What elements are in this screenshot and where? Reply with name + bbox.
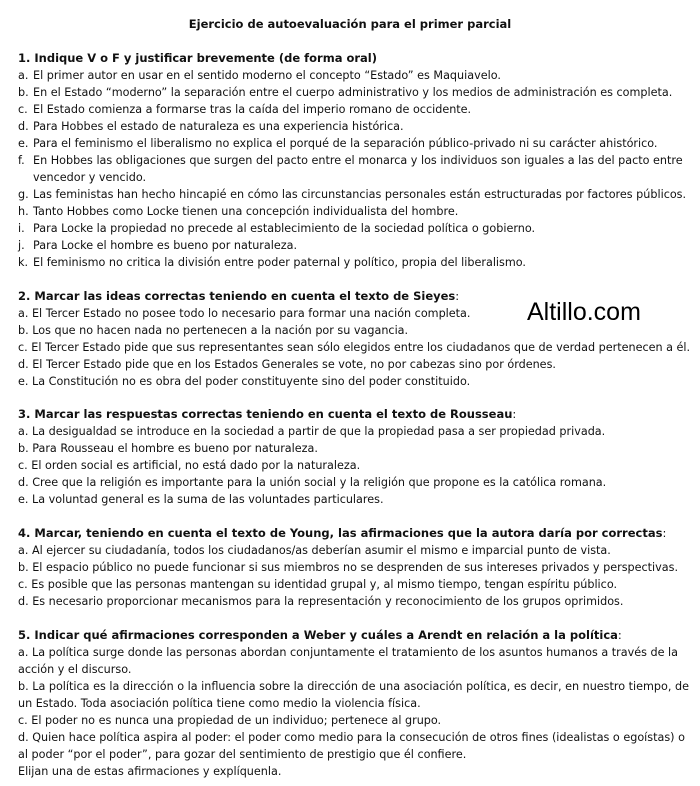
item-text: Para Locke el hombre es bueno por naturaleza. bbox=[33, 239, 298, 252]
question-2-title-text: 2. Marcar las ideas correctas teniendo en cuenta el texto de Sieyes bbox=[18, 289, 456, 303]
question-3 bbox=[18, 406, 694, 508]
question-5 bbox=[18, 627, 694, 780]
item-letter: a. bbox=[18, 69, 29, 82]
title-colon: : bbox=[512, 407, 517, 421]
question-4-title bbox=[18, 525, 694, 542]
question-1-title: 1. Indique V o F y justificar brevemente (de forma oral) bbox=[18, 51, 378, 65]
page-title: Ejercicio de autoevaluación para el primer parcial bbox=[188, 17, 512, 31]
item-letter: j. bbox=[18, 239, 25, 252]
closing-instruction: Elijan una de estas afirmaciones y explíquenla. bbox=[18, 765, 282, 778]
question-5-items bbox=[18, 644, 694, 763]
list-item: a. El Tercer Estado no posee todo lo necesario para formar una nación completa. bbox=[18, 307, 471, 320]
list-item: c. Es posible que las personas mantengan su identidad grupal y, al mismo tiempo, tengan espíritu público. bbox=[18, 578, 618, 591]
title-colon: : bbox=[617, 628, 622, 642]
title-colon: : bbox=[455, 289, 460, 303]
list-item bbox=[18, 152, 694, 186]
item-letter: c. bbox=[18, 103, 28, 116]
list-item: b. El espacio público no puede funcionar si sus miembros no se desprenden de sus intereses privados y perspectivas. bbox=[18, 561, 679, 574]
item-letter: k. bbox=[18, 256, 29, 269]
item-letter: d. bbox=[18, 120, 29, 133]
question-5-title-text: 5. Indicar qué afirmaciones corresponden a Weber y cuáles a Arendt en relación a la política bbox=[18, 628, 618, 642]
list-item: a. Al ejercer su ciudadanía, todos los ciudadanos/as deberían asumir el mismo e imparcial punto de vista. bbox=[18, 544, 611, 557]
item-letter: i. bbox=[18, 222, 25, 235]
item-text: En Hobbes las obligaciones que surgen del pacto entre el monarca y los individuos son iguales a las del pacto entre vencedor y vencido. bbox=[33, 154, 683, 184]
list-item bbox=[18, 203, 694, 220]
item-text: Para Hobbes el estado de naturaleza es una experiencia histórica. bbox=[33, 120, 404, 133]
list-item: c. El orden social es artificial, no está dado por la naturaleza. bbox=[18, 459, 361, 472]
question-3-items bbox=[18, 423, 694, 508]
watermark: Altillo.com bbox=[527, 298, 641, 326]
item-letter: f. bbox=[18, 154, 25, 167]
list-item bbox=[18, 84, 694, 101]
list-item: c. El poder no es nunca una propiedad de un individuo; pertenece al grupo. bbox=[18, 714, 442, 727]
list-item bbox=[18, 186, 694, 203]
item-text: Las feministas han hecho hincapié en cómo las circunstancias personales están estructuradas por factores públicos. bbox=[33, 188, 687, 201]
question-1 bbox=[18, 50, 694, 271]
item-text: En el Estado “moderno” la separación entre el cuerpo administrativo y los medios de administración es completa. bbox=[33, 86, 673, 99]
list-item: a. La desigualdad se introduce en la sociedad a partir de que la propiedad pasa a ser propiedad privada. bbox=[18, 425, 606, 438]
list-item: b. Los que no hacen nada no pertenecen a la nación por su vagancia. bbox=[18, 324, 409, 337]
list-item: b. Para Rousseau el hombre es bueno por naturaleza. bbox=[18, 442, 318, 455]
item-letter: b. bbox=[18, 86, 29, 99]
list-item: d. El Tercer Estado pide que en los Estados Generales se vote, no por cabezas sino por órdenes. bbox=[18, 358, 556, 371]
list-item bbox=[18, 254, 694, 271]
question-4-items bbox=[18, 542, 694, 610]
list-item: d. Es necesario proporcionar mecanismos para la representación y reconocimiento de los grupos oprimidos. bbox=[18, 595, 624, 608]
question-4-title-text: 4. Marcar, teniendo en cuenta el texto de Young, las afirmaciones que la autora daría por correctas bbox=[18, 526, 663, 540]
item-text: Para Locke la propiedad no precede al establecimiento de la sociedad política o gobierno. bbox=[33, 222, 536, 235]
item-letter: e. bbox=[18, 137, 29, 150]
title-colon: : bbox=[662, 526, 667, 540]
list-item bbox=[18, 135, 694, 152]
list-item: d. Cree que la religión es importante para la unión social y la religión que propone es la católica romana. bbox=[18, 476, 607, 489]
question-3-title-text: 3. Marcar las respuestas correctas teniendo en cuenta el texto de Rousseau bbox=[18, 407, 513, 421]
question-2-title bbox=[18, 288, 518, 305]
item-text: Para el feminismo el liberalismo no explica el porqué de la separación público-privado ni su carácter ahistórico. bbox=[33, 137, 658, 150]
list-item: c. El Tercer Estado pide que sus representantes sean sólo elegidos entre los ciudadanos que de verdad pertenecen a él. bbox=[18, 341, 691, 354]
question-2-body bbox=[18, 305, 694, 390]
list-item: d. Quien hace política aspira al poder: el poder como medio para la consecución de otros fines (idealistas o egoístas) o al poder “por el poder”, para gozar del sentimiento de prestigio que él confiere. bbox=[18, 731, 685, 761]
question-1-items bbox=[18, 67, 694, 271]
item-letter: g. bbox=[18, 188, 29, 201]
question-2-items bbox=[18, 305, 694, 390]
list-item bbox=[18, 101, 694, 118]
item-letter: h. bbox=[18, 205, 29, 218]
item-text: El Estado comienza a formarse tras la caída del imperio romano de occidente. bbox=[33, 103, 472, 116]
list-item bbox=[18, 220, 694, 237]
list-item: a. La política surge donde las personas abordan conjuntamente el tratamiento de los asuntos humanos a través de la acción y el discurso. bbox=[18, 646, 678, 676]
question-3-title bbox=[18, 406, 694, 423]
question-4 bbox=[18, 525, 694, 610]
item-text: El primer autor en usar en el sentido moderno el concepto “Estado” es Maquiavelo. bbox=[33, 69, 501, 82]
question-2 bbox=[18, 288, 518, 305]
list-item: e. La voluntad general es la suma de las voluntades particulares. bbox=[18, 493, 384, 506]
item-text: El feminismo no critica la división entre poder paternal y político, propia del liberalismo. bbox=[33, 256, 526, 269]
list-item: b. La política es la dirección o la influencia sobre la dirección de una asociación política, es decir, en nuestro tiempo, de un Estado. Toda asociación política tiene como medio la violencia física. bbox=[18, 680, 689, 710]
list-item bbox=[18, 237, 694, 254]
item-text: Tanto Hobbes como Locke tienen una concepción individualista del hombre. bbox=[33, 205, 459, 218]
list-item: e. La Constitución no es obra del poder constituyente sino del poder constituido. bbox=[18, 375, 471, 388]
list-item bbox=[18, 67, 694, 84]
list-item bbox=[18, 118, 694, 135]
question-5-title bbox=[18, 627, 694, 644]
